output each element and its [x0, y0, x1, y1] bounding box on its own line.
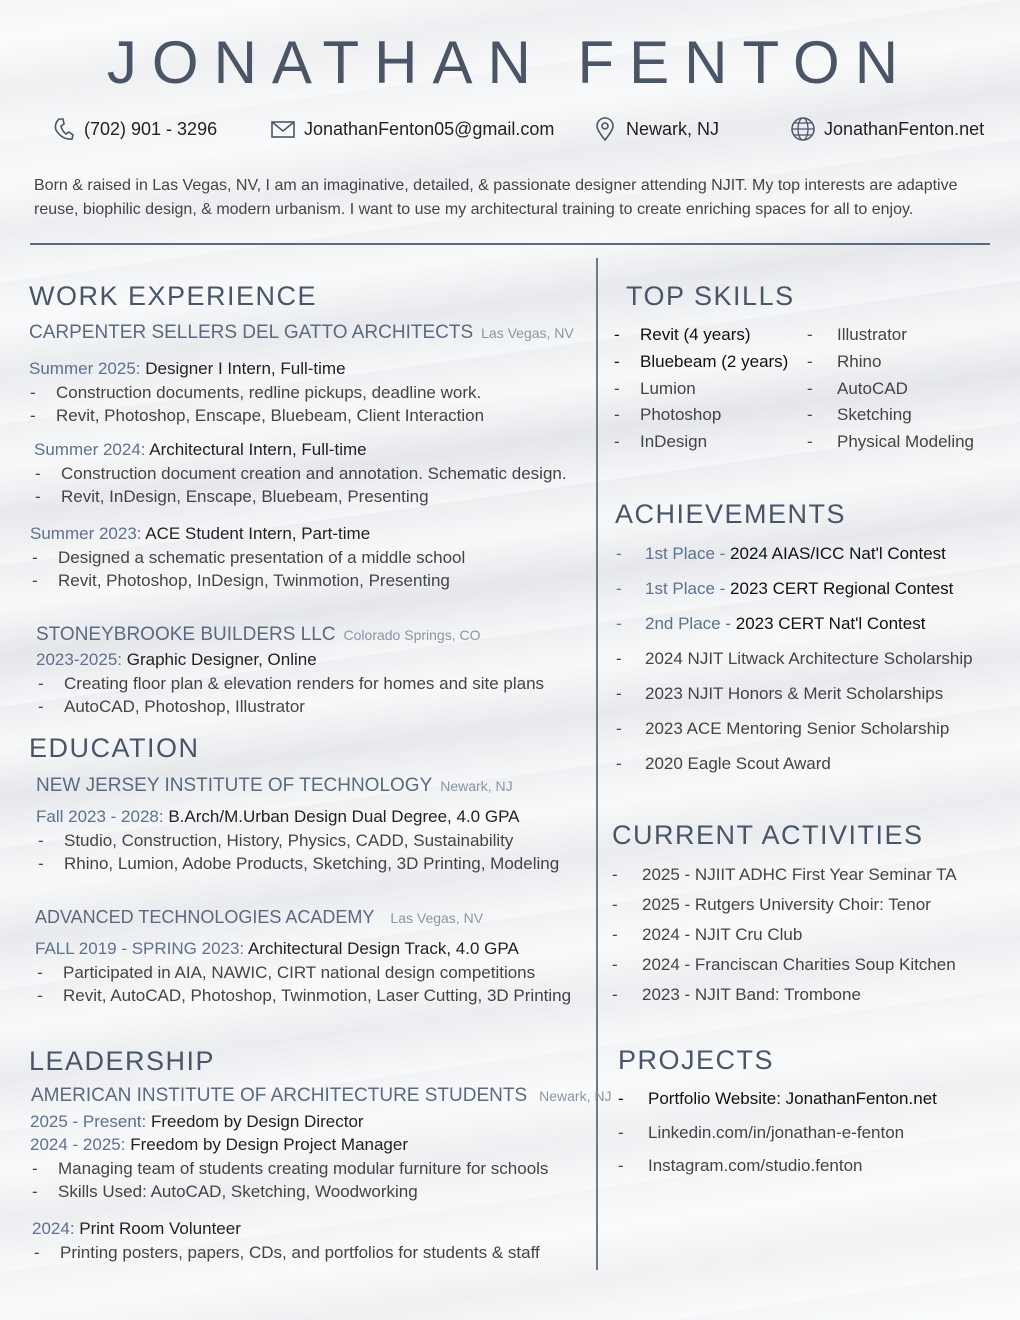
education-heading: EDUCATION — [29, 733, 200, 763]
org-location: Las Vegas, NV — [481, 325, 574, 341]
skill-item: - Lumion — [614, 379, 696, 398]
edu-role-2 — [35, 939, 519, 959]
contact-location — [592, 116, 719, 142]
list-item: - Creating floor plan & elevation renders for homes and site plans — [38, 674, 545, 693]
role-date: Fall 2023 - 2028: — [36, 807, 164, 826]
skill-item: - Photoshop — [614, 405, 722, 424]
skill-item: - AutoCAD — [807, 379, 908, 398]
location-text: Newark, NJ — [626, 118, 720, 139]
column-divider — [596, 258, 598, 1270]
list-item: - Skills Used: AutoCAD, Sketching, Woodworking — [32, 1182, 418, 1201]
list-item: - Studio, Construction, History, Physics, CADD, Sustainability — [38, 831, 514, 850]
list-item: - Designed a schematic presentation of a middle school — [32, 548, 466, 567]
org-name: STONEYBROOKE BUILDERS LLC — [36, 624, 336, 645]
role-title: Graphic Designer, Online — [126, 650, 317, 669]
role-title: ACE Student Intern, Part-time — [145, 524, 371, 543]
org-location: Newark, NJ — [440, 778, 513, 794]
role-title: Freedom by Design Director — [150, 1112, 364, 1131]
role-date: Summer 2025: — [29, 359, 141, 378]
activity-item: - 2023 - NJIT Band: Trombone — [612, 985, 861, 1004]
achievement-item: - 2023 NJIT Honors & Merit Scholarships — [616, 684, 944, 703]
org-location: Las Vegas, NV — [390, 910, 484, 926]
org-name: AMERICAN INSTITUTE OF ARCHITECTURE STUDENTS — [31, 1085, 528, 1106]
list-item: - Revit, InDesign, Enscape, Bluebeam, Presenting — [35, 487, 429, 506]
projects-heading: PROJECTS — [618, 1045, 775, 1075]
work-role-3 — [30, 524, 370, 544]
activity-item: - 2025 - NJIIT ADHC First Year Seminar TA — [612, 865, 957, 884]
activity-item: - 2025 - Rutgers University Choir: Tenor — [612, 895, 931, 914]
role-title: Print Room Volunteer — [79, 1219, 241, 1238]
list-item: - AutoCAD, Photoshop, Illustrator — [38, 697, 305, 716]
list-item: - Revit, AutoCAD, Photoshop, Twinmotion, Laser Cutting, 3D Printing — [37, 986, 572, 1005]
skills-heading: TOP SKILLS — [626, 281, 795, 311]
location-pin-icon — [592, 116, 618, 142]
list-item: - Participated in AIA, NAWIC, CIRT national design competitions — [37, 963, 536, 982]
list-item: - Revit, Photoshop, InDesign, Twinmotion, Presenting — [32, 571, 450, 590]
skill-item: - Revit (4 years) — [614, 325, 751, 344]
org-location: Newark, NJ — [539, 1088, 612, 1104]
org-location: Colorado Springs, CO — [343, 627, 481, 643]
work-org-2 — [36, 624, 480, 646]
role-date: Summer 2024: — [34, 440, 146, 459]
project-link[interactable]: - Linkedin.com/in/jonathan-e-fenton — [618, 1123, 905, 1142]
skill-item: - Sketching — [807, 405, 912, 424]
achievement-item: - 2nd Place - 2023 CERT Nat'l Contest — [616, 614, 926, 633]
lead-org — [31, 1085, 612, 1107]
skill-item: - Rhino — [807, 352, 882, 371]
work-role-1 — [29, 359, 346, 379]
edu-role-1 — [36, 807, 520, 827]
role-date: FALL 2019 - SPRING 2023: — [35, 939, 245, 958]
org-name: NEW JERSEY INSTITUTE OF TECHNOLOGY — [36, 775, 433, 796]
work-role-2 — [34, 440, 367, 460]
list-item: - Construction document creation and annotation. Schematic design. — [35, 464, 567, 483]
project-link[interactable]: - Portfolio Website: JonathanFenton.net — [618, 1089, 937, 1108]
lead-role-3 — [32, 1219, 241, 1239]
leadership-heading: LEADERSHIP — [29, 1046, 216, 1076]
activities-heading: CURRENT ACTIVITIES — [612, 820, 924, 850]
edu-org-2 — [35, 907, 483, 928]
skill-item: - Physical Modeling — [807, 432, 975, 451]
skill-item: - Illustrator — [807, 325, 907, 344]
list-item: - Printing posters, papers, CDs, and portfolios for students & staff — [34, 1243, 540, 1262]
work-heading: WORK EXPERIENCE — [29, 281, 318, 311]
globe-icon — [790, 116, 816, 142]
website-link[interactable]: JonathanFenton.net — [824, 118, 985, 139]
org-name: CARPENTER SELLERS DEL GATTO ARCHITECTS — [29, 322, 474, 343]
achievement-item: - 1st Place - 2023 CERT Regional Contest — [616, 579, 954, 598]
skill-item: - Bluebeam (2 years) — [614, 352, 789, 371]
org-name: ADVANCED TECHNOLOGIES ACADEMY — [35, 907, 375, 927]
role-date: 2024 - 2025: — [30, 1135, 126, 1154]
work-org-1 — [29, 322, 574, 344]
edu-org-1 — [36, 775, 513, 797]
bio-text: Born & raised in Las Vegas, NV, I am an imaginative, detailed, & passionate designer attending NJIT. My top interests are adaptive reuse, biophilic design, & modern urbanism. I want to use my architectural training to create enriching spaces for all to enjoy. — [34, 177, 958, 218]
contact-website — [790, 116, 984, 142]
role-title: B.Arch/M.Urban Design Dual Degree, 4.0 GPA — [168, 807, 520, 826]
lead-role-2 — [30, 1135, 408, 1155]
role-title: Designer I Intern, Full-time — [145, 359, 346, 378]
phone-icon — [50, 116, 76, 142]
lead-role-1 — [30, 1112, 364, 1132]
list-item: - Managing team of students creating modular furniture for schools — [32, 1159, 549, 1178]
email-link[interactable]: JonathanFenton05@gmail.com — [304, 118, 555, 139]
contact-phone — [50, 116, 217, 142]
mail-icon — [270, 116, 296, 142]
role-date: 2023-2025: — [36, 650, 123, 669]
achievement-item: - 2020 Eagle Scout Award — [616, 754, 831, 773]
achievement-item: - 1st Place - 2024 AIAS/ICC Nat'l Contest — [616, 544, 946, 563]
list-item: - Revit, Photoshop, Enscape, Bluebeam, Client Interaction — [30, 406, 485, 425]
skill-item: - InDesign — [614, 432, 708, 451]
role-date: 2025 - Present: — [30, 1112, 147, 1131]
header-divider — [30, 243, 990, 245]
achievement-item: - 2023 ACE Mentoring Senior Scholarship — [616, 719, 950, 738]
role-date: 2024: — [32, 1219, 75, 1238]
achievements-heading: ACHIEVEMENTS — [615, 499, 847, 529]
role-title: Architectural Design Track, 4.0 GPA — [247, 939, 519, 958]
activity-item: - 2024 - NJIT Cru Club — [612, 925, 803, 944]
phone-text: (702) 901 - 3296 — [84, 118, 218, 139]
role-title: Freedom by Design Project Manager — [130, 1135, 408, 1154]
list-item: - Construction documents, redline pickups, deadline work. — [30, 383, 482, 402]
list-item: - Rhino, Lumion, Adobe Products, Sketching, 3D Printing, Modeling — [38, 854, 560, 873]
role-title: Architectural Intern, Full-time — [149, 440, 367, 459]
activity-item: - 2024 - Franciscan Charities Soup Kitchen — [612, 955, 956, 974]
work-role-4 — [36, 650, 317, 670]
achievement-item: - 2024 NJIT Litwack Architecture Scholarship — [616, 649, 973, 668]
contact-email — [270, 116, 554, 142]
role-date: Summer 2023: — [30, 524, 142, 543]
name-title: JONATHAN FENTON — [106, 29, 914, 96]
project-link[interactable]: - Instagram.com/studio.fenton — [618, 1156, 863, 1175]
